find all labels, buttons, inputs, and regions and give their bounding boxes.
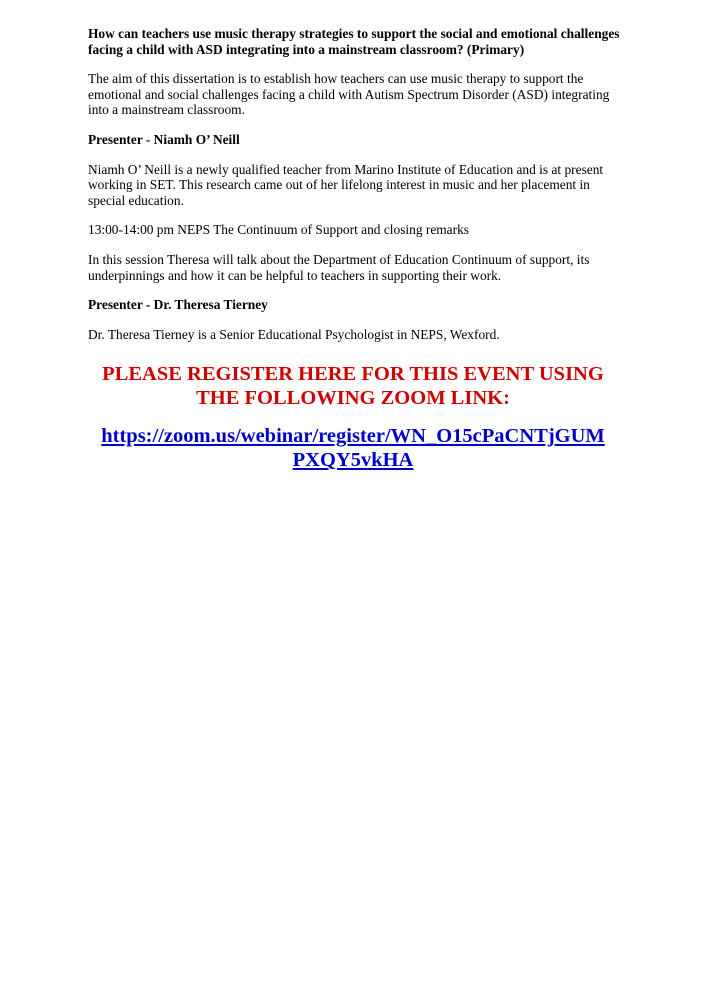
registration-line-2: THE FOLLOWING ZOOM LINK:: [196, 387, 510, 410]
document-page: [88, 26, 628, 472]
registration-line-1: PLEASE REGISTER HERE FOR THIS EVENT USING: [102, 363, 604, 386]
presenter-heading-niamh: Presenter - Niamh O’ Neill: [88, 131, 240, 147]
zoom-registration-link[interactable]: [88, 424, 618, 472]
presenter-bio-theresa: Dr. Theresa Tierney is a Senior Educational Psychologist in NEPS, Wexford.: [88, 326, 500, 342]
zoom-link-line-2: PXQY5vkHA: [292, 449, 414, 472]
presenter-heading-theresa: Presenter - Dr. Theresa Tierney: [88, 297, 268, 313]
session-description: In this session Theresa will talk about the Department of Education Continuum of support, its underpinnings and how it can be helpful to teachers in supporting their work.: [88, 251, 590, 283]
zoom-link-line-1: https://zoom.us/webinar/register/WN_O15cPaCNTjGUM: [101, 425, 605, 448]
registration-heading: [88, 362, 618, 410]
session-time-title: 13:00-14:00 pm NEPS The Continuum of Support and closing remarks: [88, 222, 469, 238]
presenter-bio-niamh: Niamh O’ Neill is a newly qualified teacher from Marino Institute of Education and is at present working in SET. This research came out of her lifelong interest in music and her placement in special education.: [88, 161, 604, 208]
session-title: How can teachers use music therapy strategies to support the social and emotional challenges facing a child with ASD integrating into a mainstream classroom? (Primary): [88, 26, 620, 57]
session-aim: The aim of this dissertation is to establish how teachers can use music therapy to support the emotional and social challenges facing a child with Autism Spectrum Disorder (ASD) integrating into a mainstream classroom.: [88, 71, 610, 118]
